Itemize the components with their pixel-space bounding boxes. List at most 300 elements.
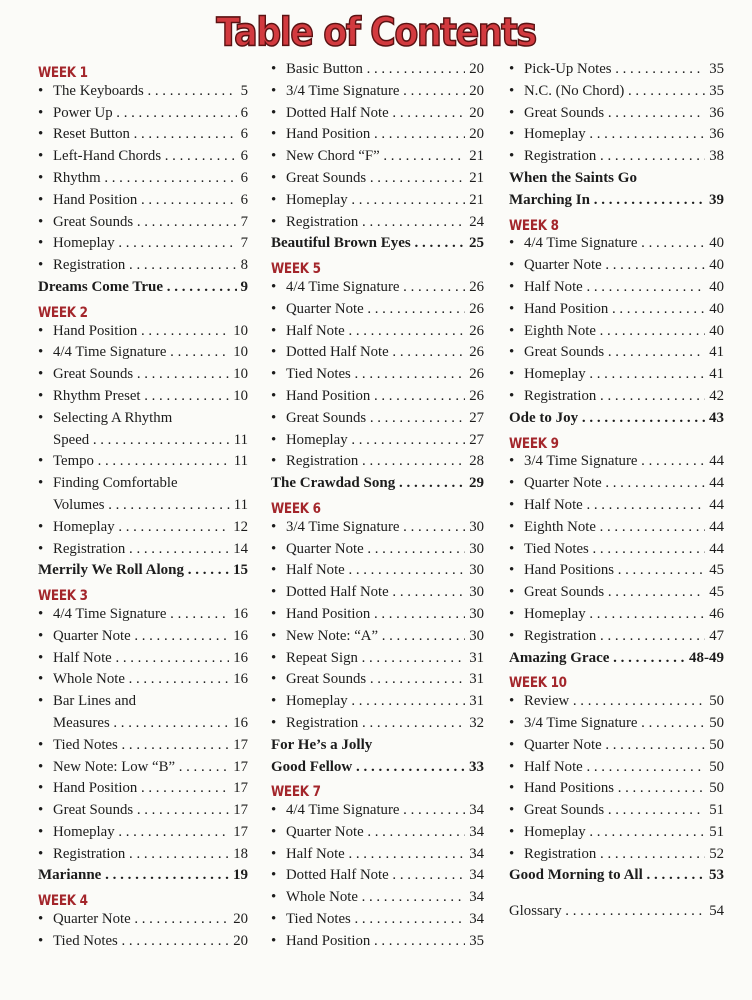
toc-song[interactable] <box>509 865 724 887</box>
toc-entry[interactable] <box>38 800 248 822</box>
bullet-icon: • <box>509 584 515 601</box>
toc-song[interactable] <box>271 735 484 779</box>
toc-entry[interactable] <box>271 887 484 909</box>
entry-title: Dotted Half Note . . . <box>286 103 465 125</box>
page-number: 41 <box>705 364 724 386</box>
page-number: 20 <box>465 81 484 103</box>
page-number: 10 <box>229 386 248 408</box>
toc-entry[interactable] <box>271 931 484 953</box>
entry-title: Dotted Half Note . . . <box>286 342 465 364</box>
page-number: 10 <box>229 342 248 364</box>
bullet-icon: • <box>38 802 44 819</box>
page-number: 34 <box>465 909 484 931</box>
toc-entry[interactable] <box>509 844 724 866</box>
bullet-icon: • <box>509 322 515 339</box>
page-number: 26 <box>465 277 484 299</box>
entry-title: Quarter Note . . . <box>524 735 705 757</box>
page-number: 27 <box>465 430 484 452</box>
entry-title: New Note: “A” . . . <box>286 626 465 648</box>
bullet-icon: • <box>38 540 44 557</box>
bullet-icon: • <box>509 780 515 797</box>
bullet-icon: • <box>271 82 277 99</box>
toc-entry[interactable] <box>38 539 248 561</box>
bullet-icon: • <box>38 126 44 143</box>
toc-entry[interactable] <box>38 604 248 626</box>
week-heading-label: WEEK 5 <box>271 259 321 277</box>
entry-title: Quarter Note . . . <box>524 255 705 277</box>
entry-title: Good Fellow . . . <box>271 757 465 779</box>
toc-entry[interactable] <box>509 539 724 561</box>
toc-entry[interactable] <box>271 517 484 539</box>
entry-title-line1: Selecting A Rhythm <box>53 409 173 426</box>
page-number: 35 <box>465 931 484 953</box>
bullet-icon: • <box>38 213 44 230</box>
page-number: 15 <box>229 560 248 582</box>
bullet-icon: • <box>271 627 277 644</box>
entry-title: Whole Note . . . <box>286 887 465 909</box>
page-number: 32 <box>465 713 484 735</box>
page-number: 45 <box>705 560 724 582</box>
page-number: 30 <box>465 539 484 561</box>
entry-title: Dotted Half Note . . . <box>286 865 465 887</box>
toc-entry[interactable] <box>38 168 248 190</box>
bullet-icon: • <box>509 453 515 470</box>
toc-entry[interactable] <box>38 844 248 866</box>
page-number: 19 <box>229 865 248 887</box>
entry-title: Pick-Up Notes . . . <box>524 59 705 81</box>
toc-entry[interactable] <box>271 146 484 168</box>
toc-entry[interactable] <box>509 386 724 408</box>
toc-entry[interactable] <box>271 451 484 473</box>
toc-entry[interactable] <box>271 342 484 364</box>
entry-title: Measures . . . <box>53 713 229 735</box>
bullet-icon: • <box>271 802 277 819</box>
toc-entry[interactable] <box>509 757 724 779</box>
toc-entry[interactable] <box>509 778 724 800</box>
entry-title: Hand Position . . . <box>53 190 237 212</box>
bullet-icon: • <box>271 387 277 404</box>
toc-column-3 <box>509 59 724 923</box>
page-number: 51 <box>705 822 724 844</box>
page-number: 16 <box>229 648 248 670</box>
page-number: 10 <box>229 364 248 386</box>
toc-entry[interactable] <box>509 800 724 822</box>
toc-entry[interactable] <box>38 408 248 452</box>
bullet-icon: • <box>38 605 44 622</box>
toc-entry[interactable] <box>509 517 724 539</box>
entry-title-line1: Finding Comfortable <box>53 475 178 492</box>
toc-entry[interactable] <box>271 190 484 212</box>
bullet-icon: • <box>271 148 277 165</box>
entry-title: Tied Notes . . . <box>286 364 465 386</box>
page-number: 24 <box>465 212 484 234</box>
page-number: 9 <box>237 277 249 299</box>
entry-title: Half Note . . . <box>286 560 465 582</box>
bullet-icon: • <box>271 322 277 339</box>
toc-song[interactable] <box>509 168 724 212</box>
entry-title: 3/4 Time Signature . . . <box>524 713 705 735</box>
week-heading-label: WEEK 9 <box>509 434 559 451</box>
page-number: 16 <box>229 669 248 691</box>
bullet-icon: • <box>38 475 44 492</box>
page-number: 44 <box>705 473 724 495</box>
toc-entry[interactable] <box>271 713 484 735</box>
entry-title: Half Note . . . <box>524 757 705 779</box>
entry-title: Quarter Note . . . <box>286 822 465 844</box>
toc-entry[interactable] <box>38 778 248 800</box>
page-number: 34 <box>465 865 484 887</box>
bullet-icon: • <box>271 366 277 383</box>
entry-title: Dotted Half Note . . . <box>286 582 465 604</box>
entry-title: The Crawdad Song . . . <box>271 473 465 495</box>
bullet-icon: • <box>38 387 44 404</box>
entry-title: The Keyboards . . . <box>53 81 237 103</box>
bullet-icon: • <box>509 736 515 753</box>
toc-entry[interactable] <box>38 212 248 234</box>
entry-title: 3/4 Time Signature . . . <box>286 81 465 103</box>
bullet-icon: • <box>271 431 277 448</box>
toc-entry[interactable] <box>509 321 724 343</box>
toc-entry[interactable] <box>271 648 484 670</box>
entry-title: Tempo . . . <box>53 451 230 473</box>
toc-entry[interactable] <box>38 233 248 255</box>
page-number: 18 <box>229 844 248 866</box>
toc-entry[interactable] <box>38 517 248 539</box>
page-number: 30 <box>465 560 484 582</box>
page-number: 29 <box>465 473 484 495</box>
bullet-icon: • <box>38 911 44 928</box>
week-heading-label: WEEK 6 <box>271 499 321 517</box>
page-number: 25 <box>465 233 484 255</box>
entry-title: Beautiful Brown Eyes . . . <box>271 233 465 255</box>
page-number: 51 <box>705 800 724 822</box>
bullet-icon: • <box>271 278 277 295</box>
page-number: 41 <box>705 342 724 364</box>
toc-entry[interactable] <box>271 321 484 343</box>
page-number: 30 <box>465 626 484 648</box>
toc-entry[interactable] <box>509 277 724 299</box>
toc-entry[interactable] <box>38 255 248 277</box>
page-number: 34 <box>465 800 484 822</box>
week-heading-label: WEEK 4 <box>38 891 88 909</box>
toc-entry[interactable] <box>271 168 484 190</box>
entry-title: Great Sounds . . . <box>286 168 465 190</box>
bullet-icon: • <box>271 649 277 666</box>
toc-entry[interactable] <box>509 342 724 364</box>
toc-entry[interactable] <box>509 299 724 321</box>
entry-title: Eighth Note . . . <box>524 517 705 539</box>
bullet-icon: • <box>38 671 44 688</box>
toc-entry[interactable] <box>509 560 724 582</box>
entry-title: Registration . . . <box>524 386 705 408</box>
toc-entry[interactable] <box>509 495 724 517</box>
page-number: 30 <box>465 582 484 604</box>
page-number: 17 <box>229 757 248 779</box>
bullet-icon: • <box>271 867 277 884</box>
entry-title: Quarter Note . . . <box>524 473 705 495</box>
entry-title: Hand Position . . . <box>524 299 705 321</box>
page-number: 26 <box>465 299 484 321</box>
bullet-icon: • <box>271 409 277 426</box>
toc-entry[interactable] <box>38 626 248 648</box>
page-number: 6 <box>237 146 248 168</box>
page-number: 17 <box>229 822 248 844</box>
page-number: 5 <box>237 81 248 103</box>
entry-title-line1: Bar Lines and <box>53 693 137 710</box>
toc-entry[interactable] <box>271 81 484 103</box>
spacer <box>509 887 724 901</box>
toc-entry[interactable] <box>38 669 248 691</box>
entry-title: Registration . . . <box>53 844 229 866</box>
entry-title: Half Note . . . <box>524 495 705 517</box>
toc-entry[interactable] <box>271 800 484 822</box>
page-number: 40 <box>705 299 724 321</box>
entry-title: Hand Position . . . <box>53 778 229 800</box>
toc-entry[interactable] <box>271 408 484 430</box>
bullet-icon: • <box>271 61 277 77</box>
bullet-icon: • <box>271 932 277 949</box>
toc-entry[interactable] <box>271 822 484 844</box>
entry-title: Homeplay . . . <box>286 190 465 212</box>
page-number: 31 <box>465 669 484 691</box>
page-number: 40 <box>705 233 724 255</box>
entry-title: 4/4 Time Signature . . . <box>524 233 705 255</box>
entry-title: New Note: Low “B” . . . <box>53 757 229 779</box>
bullet-icon: • <box>509 278 515 295</box>
page-number: 20 <box>229 931 248 953</box>
bullet-icon: • <box>271 671 277 688</box>
toc-entry[interactable] <box>38 757 248 779</box>
page-number: 54 <box>705 901 724 923</box>
bullet-icon: • <box>38 736 44 753</box>
entry-title: Great Sounds . . . <box>524 582 705 604</box>
toc-entry[interactable] <box>38 124 248 146</box>
toc-entry[interactable] <box>509 81 724 103</box>
page-number: 11 <box>230 451 248 473</box>
bullet-icon: • <box>509 562 515 579</box>
page-number: 44 <box>705 451 724 473</box>
bullet-icon: • <box>271 453 277 470</box>
week-heading-label: WEEK 10 <box>509 673 567 691</box>
page-number: 16 <box>229 713 248 735</box>
entry-title: Power Up . . . <box>53 103 237 125</box>
toc-entry[interactable] <box>509 691 724 713</box>
page-number: 33 <box>465 757 484 779</box>
week-heading <box>271 255 484 277</box>
toc-entry[interactable] <box>271 582 484 604</box>
toc-entry[interactable] <box>271 277 484 299</box>
page-number: 6 <box>237 103 248 125</box>
entry-title: Tied Notes . . . <box>53 931 229 953</box>
toc-entry[interactable] <box>271 669 484 691</box>
page-number: 26 <box>465 342 484 364</box>
toc-entry[interactable] <box>271 865 484 887</box>
page-number: 44 <box>705 539 724 561</box>
toc-entry[interactable] <box>509 124 724 146</box>
toc-entry[interactable] <box>38 822 248 844</box>
page-number: 50 <box>705 735 724 757</box>
toc-entry[interactable] <box>38 386 248 408</box>
bullet-icon: • <box>38 758 44 775</box>
page-number: 43 <box>705 408 724 430</box>
toc-entry[interactable] <box>271 604 484 626</box>
page-number: 44 <box>705 517 724 539</box>
toc-entry[interactable] <box>509 364 724 386</box>
page-number: 20 <box>229 909 248 931</box>
entry-title: Half Note . . . <box>286 321 465 343</box>
entry-title: Tied Notes . . . <box>53 735 229 757</box>
page-number: 34 <box>465 822 484 844</box>
entry-title: Quarter Note . . . <box>286 299 465 321</box>
entry-title: N.C. (No Chord) . . . <box>524 81 705 103</box>
entry-title: Great Sounds . . . <box>286 669 465 691</box>
page-number: 50 <box>705 757 724 779</box>
week-heading <box>38 582 248 604</box>
toc-entry[interactable] <box>271 364 484 386</box>
bullet-icon: • <box>509 126 515 143</box>
page-number: 42 <box>705 386 724 408</box>
page-number: 40 <box>705 321 724 343</box>
entry-title: Whole Note . . . <box>53 669 229 691</box>
toc-entry[interactable] <box>271 691 484 713</box>
toc-entry[interactable] <box>271 626 484 648</box>
page-number: 52 <box>705 844 724 866</box>
page-number: 11 <box>230 430 248 452</box>
toc-entry[interactable] <box>38 190 248 212</box>
page-number: 7 <box>237 212 248 234</box>
toc-entry[interactable] <box>509 582 724 604</box>
entry-title: Homeplay . . . <box>53 822 229 844</box>
toc-entry[interactable] <box>271 59 484 81</box>
entry-title: Homeplay . . . <box>524 604 705 626</box>
toc-entry[interactable] <box>509 713 724 735</box>
bullet-icon: • <box>509 366 515 383</box>
bullet-icon: • <box>38 104 44 121</box>
bullet-icon: • <box>38 257 44 274</box>
page-number: 50 <box>705 691 724 713</box>
bullet-icon: • <box>271 605 277 622</box>
toc-entry[interactable] <box>271 909 484 931</box>
entry-title: Homeplay . . . <box>286 430 465 452</box>
toc-entry[interactable] <box>38 451 248 473</box>
toc-entry[interactable] <box>38 342 248 364</box>
toc-entry[interactable] <box>38 321 248 343</box>
entry-title: Registration . . . <box>524 844 705 866</box>
bullet-icon: • <box>271 518 277 535</box>
toc-entry[interactable] <box>38 931 248 953</box>
entry-title: Tied Notes . . . <box>524 539 705 561</box>
bullet-icon: • <box>271 714 277 731</box>
toc-entry[interactable] <box>509 822 724 844</box>
bullet-icon: • <box>38 627 44 644</box>
page-number: 10 <box>229 321 248 343</box>
entry-title: Hand Position . . . <box>286 386 465 408</box>
toc-entry[interactable] <box>509 59 724 81</box>
entry-title: Rhythm Preset . . . <box>53 386 229 408</box>
entry-title: Great Sounds . . . <box>53 800 229 822</box>
week-heading <box>271 778 484 800</box>
toc-entry[interactable] <box>271 103 484 125</box>
toc-entry[interactable] <box>509 901 724 923</box>
bullet-icon: • <box>509 257 515 274</box>
bullet-icon: • <box>271 126 277 143</box>
toc-entry[interactable] <box>509 233 724 255</box>
toc-entry[interactable] <box>271 539 484 561</box>
toc-song[interactable] <box>509 408 724 430</box>
toc-entry[interactable] <box>38 364 248 386</box>
toc-entry[interactable] <box>271 430 484 452</box>
week-heading <box>38 59 248 81</box>
entry-title: Dreams Come True . . . <box>38 277 237 299</box>
toc-entry[interactable] <box>271 844 484 866</box>
toc-entry[interactable] <box>509 473 724 495</box>
toc-entry[interactable] <box>509 604 724 626</box>
week-heading <box>271 495 484 517</box>
entry-title: Review . . . <box>524 691 705 713</box>
entry-title: Hand Position . . . <box>286 604 465 626</box>
bullet-icon: • <box>38 344 44 361</box>
page-number: 53 <box>705 865 724 887</box>
toc-entry[interactable] <box>271 212 484 234</box>
toc-entry[interactable] <box>509 103 724 125</box>
entry-title: Repeat Sign . . . <box>286 648 465 670</box>
entry-title: 4/4 Time Signature . . . <box>286 800 465 822</box>
entry-title: 4/4 Time Signature . . . <box>53 604 229 626</box>
toc-entry[interactable] <box>38 735 248 757</box>
toc-entry[interactable] <box>271 386 484 408</box>
toc-entry[interactable] <box>509 255 724 277</box>
bullet-icon: • <box>38 148 44 165</box>
page-number: 7 <box>237 233 248 255</box>
entry-title: Great Sounds . . . <box>53 212 237 234</box>
toc-entry[interactable] <box>271 299 484 321</box>
bullet-icon: • <box>271 104 277 121</box>
bullet-icon: • <box>38 191 44 208</box>
toc-entry[interactable] <box>509 146 724 168</box>
bullet-icon: • <box>38 366 44 383</box>
toc-entry[interactable] <box>38 473 248 517</box>
toc-entry[interactable] <box>509 451 724 473</box>
page-number: 30 <box>465 517 484 539</box>
page-number: 38 <box>705 146 724 168</box>
week-heading-label: WEEK 1 <box>38 63 88 81</box>
entry-title: Registration . . . <box>524 146 705 168</box>
bullet-icon: • <box>509 845 515 862</box>
toc-entry[interactable] <box>271 560 484 582</box>
toc-entry[interactable] <box>38 103 248 125</box>
toc-entry[interactable] <box>271 124 484 146</box>
bullet-icon: • <box>271 213 277 230</box>
page-number: 35 <box>705 81 724 103</box>
entry-title: 3/4 Time Signature . . . <box>524 451 705 473</box>
entry-title: Registration . . . <box>53 539 229 561</box>
page-number: 8 <box>237 255 248 277</box>
toc-entry[interactable] <box>38 146 248 168</box>
entry-title: 3/4 Time Signature . . . <box>286 517 465 539</box>
week-heading-label: WEEK 7 <box>271 782 321 800</box>
toc-entry[interactable] <box>38 81 248 103</box>
toc-entry[interactable] <box>38 691 248 735</box>
entry-title: Volumes . . . <box>53 495 230 517</box>
page-number: 11 <box>230 495 248 517</box>
toc-entry[interactable] <box>38 648 248 670</box>
toc-entry[interactable] <box>38 909 248 931</box>
toc-entry[interactable] <box>509 735 724 757</box>
toc-entry[interactable] <box>509 626 724 648</box>
bullet-icon: • <box>38 780 44 797</box>
entry-title: Great Sounds . . . <box>524 342 705 364</box>
page-number: 26 <box>465 321 484 343</box>
